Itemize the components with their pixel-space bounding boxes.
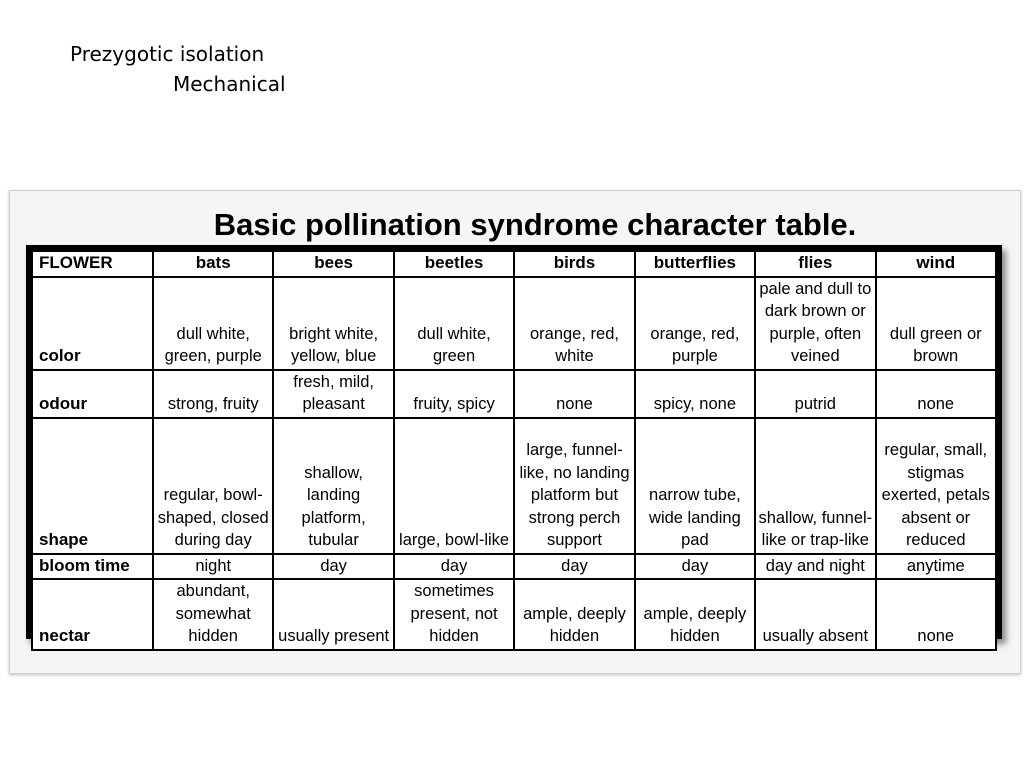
table-cell: shallow, landing platform, tubular (273, 418, 393, 554)
table-cell: dull white, green (394, 277, 514, 370)
table-cell: usually present (273, 579, 393, 650)
table-cell: none (876, 370, 996, 418)
table-cell: shallow, funnel-like or trap-like (755, 418, 875, 554)
table-cell: day (514, 554, 634, 580)
table-row-nectar (32, 579, 996, 650)
table-row-odour (32, 370, 996, 418)
column-header: bees (273, 251, 393, 277)
table-row-bloom-time (32, 554, 996, 580)
figure-title: Basic pollination syndrome character table. (213, 207, 857, 242)
table-cell: ample, deeply hidden (635, 579, 755, 650)
table-row-color (32, 277, 996, 370)
pollination-table-figure (9, 190, 1021, 674)
table-cell: night (153, 554, 273, 580)
table-cell: orange, red, purple (635, 277, 755, 370)
table-cell: day (394, 554, 514, 580)
table-frame (26, 245, 1002, 645)
table-cell: regular, bowl-shaped, closed during day (153, 418, 273, 554)
table-cell: abundant, somewhat hidden (153, 579, 273, 650)
column-header: beetles (394, 251, 514, 277)
table-cell: day (273, 554, 393, 580)
table-cell: none (876, 579, 996, 650)
table-cell: anytime (876, 554, 996, 580)
table-corner-header: FLOWER (32, 251, 153, 277)
table-cell: pale and dull to dark brown or purple, often veined (755, 277, 875, 370)
table-cell: sometimes present, not hidden (394, 579, 514, 650)
table-row-shape (32, 418, 996, 554)
table-cell: usually absent (755, 579, 875, 650)
table-cell: spicy, none (635, 370, 755, 418)
column-header: butterflies (635, 251, 755, 277)
table-cell: day (635, 554, 755, 580)
column-header: wind (876, 251, 996, 277)
table-header-row (32, 251, 996, 277)
table-cell: bright white, yellow, blue (273, 277, 393, 370)
table-cell: orange, red, white (514, 277, 634, 370)
table-cell: none (514, 370, 634, 418)
table-cell: strong, fruity (153, 370, 273, 418)
table-cell: dull white, green, purple (153, 277, 273, 370)
row-label: odour (32, 370, 153, 418)
column-header: flies (755, 251, 875, 277)
table-cell: ample, deeply hidden (514, 579, 634, 650)
table-cell: fresh, mild, pleasant (273, 370, 393, 418)
row-label: color (32, 277, 153, 370)
pollination-table (31, 250, 997, 651)
table-cell: dull green or brown (876, 277, 996, 370)
table-cell: regular, small, stigmas exerted, petals absent or reduced (876, 418, 996, 554)
column-header: bats (153, 251, 273, 277)
table-cell: fruity, spicy (394, 370, 514, 418)
slide-heading: Prezygotic isolation (70, 42, 265, 66)
row-label: shape (32, 418, 153, 554)
table-cell: large, funnel-like, no landing platform but strong perch support (514, 418, 634, 554)
table-cell: narrow tube, wide landing pad (635, 418, 755, 554)
table-cell: large, bowl-like (394, 418, 514, 554)
table-cell: putrid (755, 370, 875, 418)
slide-subheading: Mechanical (173, 72, 286, 96)
table-cell: day and night (755, 554, 875, 580)
column-header: birds (514, 251, 634, 277)
row-label: bloom time (32, 554, 153, 580)
row-label: nectar (32, 579, 153, 650)
